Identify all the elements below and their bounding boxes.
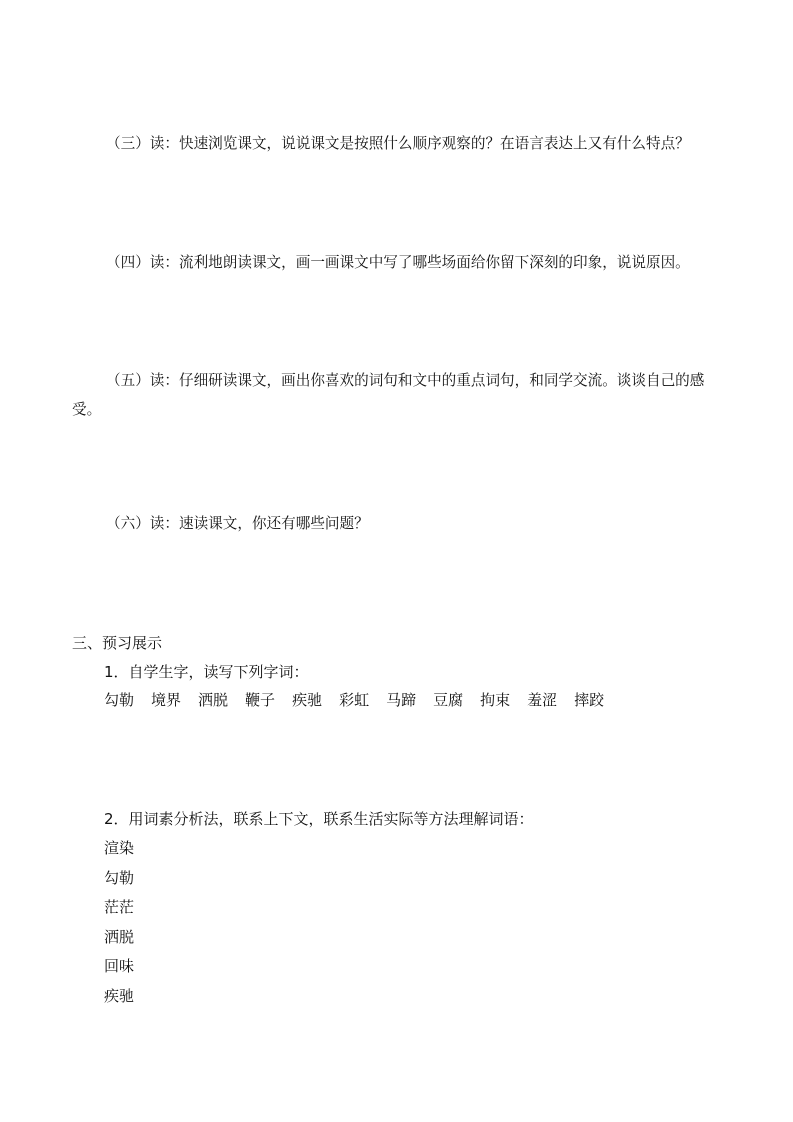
- vocab-list: [104, 838, 134, 1016]
- vocab-item: 回味: [104, 957, 135, 976]
- word-item: 拘束: [480, 691, 511, 709]
- preview-heading: 三、预习展示: [72, 634, 163, 652]
- word-item: 鞭子: [245, 691, 276, 709]
- word-item: 勾勒: [104, 691, 135, 709]
- word-item: 马蹄: [386, 691, 417, 709]
- question-3: （三）读：快速浏览课文，说说课文是按照什么顺序观察的？在语言表达上又有什么特点？: [106, 135, 690, 152]
- word-item: 疾驰: [292, 691, 323, 709]
- vocab-item: 茫茫: [104, 898, 135, 917]
- question-4: （四）读：流利地朗读课文，画一画课文中写了哪些场面给你留下深刻的印象，说说原因。: [106, 254, 690, 271]
- vocab-item: 渲染: [104, 839, 135, 857]
- vocab-item: 勾勒: [104, 868, 135, 887]
- word-item: 彩虹: [339, 691, 370, 709]
- question-5: （五）读：仔细研读课文，画出你喜欢的词句和文中的重点词句，和同学交流。谈谈自己的感受。: [72, 372, 705, 418]
- preview-item-1: 1．自学生字，读写下列字词：: [104, 663, 309, 681]
- word-item: 摔跤: [574, 691, 605, 709]
- word-list: [104, 690, 621, 710]
- word-item: 羞涩: [527, 691, 558, 709]
- question-6: （六）读：速读课文，你还有哪些问题？: [106, 515, 369, 532]
- vocab-item: 疾驰: [104, 986, 135, 1005]
- word-item: 豆腐: [433, 691, 464, 709]
- word-item: 洒脱: [198, 691, 229, 709]
- vocab-item: 洒脱: [104, 927, 135, 946]
- preview-item-2: 2．用词素分析法，联系上下文，联系生活实际等方法理解词语：: [104, 810, 534, 828]
- word-item: 境界: [151, 691, 182, 709]
